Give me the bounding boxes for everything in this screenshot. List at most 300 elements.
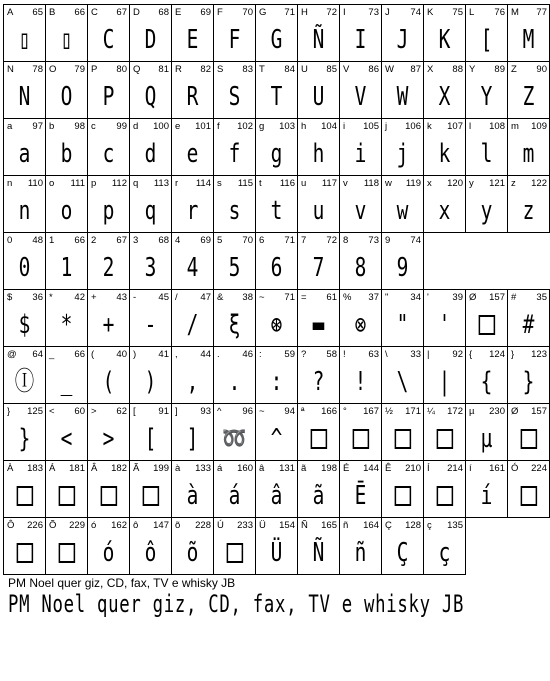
glyph-char: P (91, 64, 98, 75)
glyph-cell (466, 176, 508, 233)
glyph-preview: , (186, 367, 199, 397)
glyph-cell (214, 62, 256, 119)
glyph-char: ~ (259, 292, 265, 303)
glyph-char: M (511, 7, 519, 18)
glyph-char: Q (133, 64, 141, 75)
glyph-cell (130, 176, 172, 233)
glyph-code: 65 (32, 7, 43, 18)
glyph-cell (130, 119, 172, 176)
glyph-code: 44 (200, 349, 211, 360)
glyph-char: ? (301, 349, 307, 360)
glyph-header (466, 290, 507, 303)
glyph-preview: Y (480, 82, 493, 112)
glyph-header (88, 347, 129, 360)
glyph-code: 164 (363, 520, 379, 531)
glyph-char: Á (49, 463, 56, 474)
glyph-preview: 2 (102, 253, 115, 283)
glyph-code: 226 (27, 520, 43, 531)
empty-cell (466, 518, 508, 575)
glyph-header (172, 5, 213, 18)
glyph-cell (340, 5, 382, 62)
glyph-cell (340, 347, 382, 404)
glyph-preview: [ (480, 25, 493, 55)
glyph-header (214, 404, 255, 417)
glyph-header (130, 518, 171, 531)
glyph-cell (88, 347, 130, 404)
glyph-header (4, 176, 45, 189)
glyph-char: L (469, 7, 475, 18)
glyph-header (424, 404, 465, 417)
glyph-char: N (7, 64, 14, 75)
glyph-code: 47 (200, 292, 211, 303)
glyph-header (46, 62, 87, 75)
glyph-cell (256, 347, 298, 404)
glyph-header (172, 290, 213, 303)
glyph-code: 120 (447, 178, 463, 189)
glyph-header (88, 119, 129, 132)
glyph-header (340, 347, 381, 360)
glyph-cell (340, 233, 382, 290)
glyph-code: 133 (195, 463, 211, 474)
glyph-header (88, 176, 129, 189)
glyph-code: 77 (536, 7, 547, 18)
glyph-char: 5 (217, 235, 223, 246)
glyph-code: 38 (242, 292, 253, 303)
glyph-code: 58 (326, 349, 337, 360)
glyph-row (4, 119, 550, 176)
glyph-cell (172, 5, 214, 62)
glyph-cell (424, 5, 466, 62)
glyph-header (340, 518, 381, 531)
glyph-preview: + (102, 310, 115, 340)
empty-cell (508, 233, 550, 290)
glyph-cell (214, 233, 256, 290)
missing-glyph-box (226, 543, 243, 563)
glyph-row (4, 62, 550, 119)
glyph-cell (466, 404, 508, 461)
glyph-code: 99 (116, 121, 127, 132)
sample-label: PM Noel quer giz, CD, fax, TV e whisky JB (8, 576, 236, 590)
glyph-header (46, 404, 87, 417)
glyph-preview: q (144, 196, 157, 226)
glyph-preview: * (60, 310, 73, 340)
sample-text: PM Noel quer giz, CD, fax, TV e whisky JB (8, 590, 465, 618)
glyph-code: 35 (536, 292, 547, 303)
glyph-preview: 5 (228, 253, 241, 283)
glyph-char: ½ (385, 406, 393, 417)
glyph-preview: ▬ (312, 310, 325, 340)
glyph-header (382, 5, 423, 18)
glyph-cell (214, 518, 256, 575)
glyph-header (4, 404, 45, 417)
glyph-cell (88, 461, 130, 518)
glyph-char: O (49, 64, 57, 75)
glyph-header (46, 5, 87, 18)
glyph-preview: i (354, 139, 367, 169)
glyph-cell (130, 518, 172, 575)
glyph-preview: x (438, 196, 451, 226)
glyph-cell (340, 176, 382, 233)
glyph-cell (424, 518, 466, 575)
glyph-preview: â (270, 481, 283, 511)
glyph-code: 229 (69, 520, 85, 531)
glyph-code: 135 (447, 520, 463, 531)
glyph-preview: g (270, 139, 283, 169)
glyph-row (4, 404, 550, 461)
glyph-cell (298, 290, 340, 347)
glyph-header (130, 119, 171, 132)
glyph-cell (172, 290, 214, 347)
glyph-code: 167 (363, 406, 379, 417)
glyph-header (424, 62, 465, 75)
glyph-preview: M (522, 25, 535, 55)
glyph-cell (88, 233, 130, 290)
glyph-cell (382, 62, 424, 119)
glyph-header (298, 176, 339, 189)
glyph-code: 79 (74, 64, 85, 75)
glyph-header (130, 62, 171, 75)
glyph-code: 76 (494, 7, 505, 18)
glyph-header (340, 233, 381, 246)
glyph-code: 233 (237, 520, 253, 531)
glyph-header (508, 347, 549, 360)
glyph-char: É (343, 463, 350, 474)
glyph-cell (298, 62, 340, 119)
glyph-code: 100 (153, 121, 169, 132)
glyph-code: 37 (368, 292, 379, 303)
glyph-char: 0 (7, 235, 13, 246)
glyph-preview: ó (102, 538, 115, 568)
glyph-header (298, 404, 339, 417)
glyph-code: 147 (153, 520, 169, 531)
glyph-header (298, 233, 339, 246)
glyph-cell (508, 119, 550, 176)
glyph-char: . (217, 349, 220, 360)
missing-glyph-box (16, 543, 33, 563)
glyph-code: 67 (116, 235, 127, 246)
glyph-code: 72 (326, 235, 337, 246)
glyph-preview: 8 (354, 253, 367, 283)
glyph-preview: W (396, 82, 409, 112)
glyph-preview: ' (438, 310, 451, 340)
glyph-code: 104 (321, 121, 337, 132)
glyph-header (88, 5, 129, 18)
glyph-preview: ] (186, 424, 199, 454)
glyph-cell (382, 518, 424, 575)
glyph-cell (340, 290, 382, 347)
glyph-char: Ø (469, 292, 477, 303)
glyph-char: Â (91, 463, 98, 474)
glyph-char: y (469, 178, 474, 189)
glyph-cell (172, 119, 214, 176)
glyph-preview: R (186, 82, 199, 112)
glyph-code: 60 (74, 406, 85, 417)
glyph-char: ô (133, 520, 139, 531)
glyph-preview: ô (144, 538, 157, 568)
glyph-code: 107 (447, 121, 463, 132)
glyph-cell (88, 518, 130, 575)
glyph-code: 92 (452, 349, 463, 360)
glyph-header (4, 119, 45, 132)
glyph-code: 109 (531, 121, 547, 132)
glyph-char: s (217, 178, 222, 189)
glyph-preview (429, 476, 460, 516)
glyph-preview: 7 (312, 253, 325, 283)
glyph-char: á (217, 463, 223, 474)
glyph-cell (88, 290, 130, 347)
glyph-header (466, 461, 507, 474)
glyph-preview: m (522, 139, 535, 169)
glyph-header (214, 518, 255, 531)
glyph-code: 62 (116, 406, 127, 417)
glyph-header (382, 461, 423, 474)
glyph-row (4, 347, 550, 404)
glyph-header (298, 119, 339, 132)
glyph-char: ^ (217, 406, 222, 417)
glyph-cell (508, 347, 550, 404)
glyph-header (88, 461, 129, 474)
glyph-cell (130, 5, 172, 62)
glyph-preview: v (354, 196, 367, 226)
glyph-cell (214, 119, 256, 176)
glyph-char: r (175, 178, 179, 189)
glyph-cell (508, 5, 550, 62)
glyph-preview: 6 (270, 253, 283, 283)
glyph-preview: Ē (354, 481, 367, 511)
glyph-cell (298, 5, 340, 62)
glyph-preview: | (438, 367, 451, 397)
glyph-char: % (343, 292, 352, 303)
glyph-preview: h (312, 139, 325, 169)
glyph-cell (214, 404, 256, 461)
glyph-code: 162 (111, 520, 127, 531)
glyph-code: 172 (447, 406, 463, 417)
glyph-char: # (511, 292, 517, 303)
glyph-header (130, 176, 171, 189)
glyph-header (508, 404, 549, 417)
glyph-char: Ñ (301, 520, 308, 531)
glyph-header (88, 233, 129, 246)
glyph-char: b (49, 121, 55, 132)
glyph-preview (303, 419, 334, 459)
empty-cell (508, 518, 550, 575)
glyph-preview: } (18, 424, 31, 454)
glyph-preview: $ (18, 310, 31, 340)
glyph-code: 108 (489, 121, 505, 132)
glyph-code: 98 (74, 121, 85, 132)
glyph-char: S (217, 64, 224, 75)
glyph-code: 228 (195, 520, 211, 531)
glyph-header (466, 62, 507, 75)
glyph-char: | (427, 349, 430, 360)
glyph-header (508, 119, 549, 132)
glyph-char: g (259, 121, 265, 132)
glyph-char: i (343, 121, 346, 132)
glyph-header (466, 347, 507, 360)
glyph-header (172, 518, 213, 531)
glyph-cell (4, 518, 46, 575)
glyph-header (256, 347, 297, 360)
glyph-preview: z (522, 196, 535, 226)
glyph-preview: 0 (18, 253, 31, 283)
glyph-char: $ (7, 292, 13, 303)
glyph-code: 70 (242, 235, 253, 246)
glyph-preview: 1 (60, 253, 73, 283)
glyph-preview (51, 533, 82, 573)
glyph-preview (51, 476, 82, 516)
glyph-header (4, 62, 45, 75)
glyph-preview: < (60, 424, 73, 454)
glyph-header (508, 290, 549, 303)
glyph-code: 80 (116, 64, 127, 75)
glyph-char: Ø (511, 406, 519, 417)
glyph-cell (508, 404, 550, 461)
glyph-preview: ç (438, 538, 451, 568)
glyph-cell (172, 233, 214, 290)
glyph-code: 71 (284, 7, 295, 18)
glyph-preview: P (102, 82, 115, 112)
glyph-code: 94 (284, 406, 295, 417)
glyph-preview: . (228, 367, 241, 397)
glyph-code: 224 (531, 463, 547, 474)
glyph-preview (429, 419, 460, 459)
glyph-char: R (175, 64, 182, 75)
glyph-char: ° (343, 406, 347, 417)
glyph-preview: 4 (186, 253, 199, 283)
glyph-cell (382, 404, 424, 461)
glyph-char: x (427, 178, 432, 189)
glyph-code: 214 (447, 463, 463, 474)
glyph-char: < (49, 406, 55, 417)
glyph-preview: [ (144, 424, 157, 454)
glyph-cell (424, 62, 466, 119)
glyph-row (4, 518, 550, 575)
glyph-char: Ç (385, 520, 392, 531)
glyph-cell (298, 461, 340, 518)
glyph-header (46, 518, 87, 531)
glyph-code: 89 (494, 64, 505, 75)
glyph-cell (256, 119, 298, 176)
glyph-header (172, 461, 213, 474)
missing-glyph-box (58, 543, 75, 563)
glyph-char: õ (175, 520, 181, 531)
glyph-header (382, 176, 423, 189)
glyph-header (424, 119, 465, 132)
glyph-cell (382, 347, 424, 404)
glyph-preview: Z (522, 82, 535, 112)
glyph-char: ç (427, 520, 432, 531)
glyph-char: 7 (301, 235, 307, 246)
glyph-preview: e (186, 139, 199, 169)
glyph-code: 154 (279, 520, 295, 531)
glyph-preview: n (18, 196, 31, 226)
glyph-char: f (217, 121, 220, 132)
glyph-header (214, 233, 255, 246)
glyph-header (172, 176, 213, 189)
glyph-preview: U (312, 82, 325, 112)
empty-cell (466, 233, 508, 290)
glyph-header (382, 233, 423, 246)
glyph-cell (172, 518, 214, 575)
glyph-cell (466, 62, 508, 119)
glyph-char: 6 (259, 235, 265, 246)
glyph-char: ] (175, 406, 178, 417)
glyph-cell (88, 404, 130, 461)
glyph-cell (214, 290, 256, 347)
glyph-code: 210 (405, 463, 421, 474)
glyph-code: 103 (279, 121, 295, 132)
glyph-preview: w (396, 196, 409, 226)
glyph-cell (298, 176, 340, 233)
glyph-row (4, 461, 550, 518)
glyph-cell (466, 347, 508, 404)
glyph-code: 63 (368, 349, 379, 360)
glyph-header (424, 347, 465, 360)
glyph-preview: ⊗ (354, 310, 367, 340)
glyph-preview: Q (144, 82, 157, 112)
glyph-code: 66 (74, 7, 85, 18)
glyph-cell (382, 290, 424, 347)
glyph-code: 71 (284, 235, 295, 246)
glyph-cell (130, 461, 172, 518)
glyph-cell (424, 461, 466, 518)
glyph-cell (4, 461, 46, 518)
missing-glyph-box (394, 429, 411, 449)
glyph-char: k (427, 121, 432, 132)
glyph-char: K (427, 7, 434, 18)
glyph-code: 73 (368, 235, 379, 246)
glyph-header (88, 404, 129, 417)
glyph-header (46, 290, 87, 303)
glyph-preview: ) (144, 367, 157, 397)
glyph-header (382, 347, 423, 360)
glyph-char: 4 (175, 235, 181, 246)
glyph-header (214, 62, 255, 75)
glyph-code: 105 (363, 121, 379, 132)
glyph-preview: ( (102, 367, 115, 397)
glyph-char: + (91, 292, 97, 303)
glyph-char: c (91, 121, 96, 132)
glyph-header (340, 404, 381, 417)
glyph-cell (88, 5, 130, 62)
glyph-code: 68 (158, 7, 169, 18)
glyph-header (256, 518, 297, 531)
glyph-cell (214, 5, 256, 62)
glyph-header (340, 290, 381, 303)
glyph-preview: T (270, 82, 283, 112)
glyph-char: D (133, 7, 140, 18)
glyph-preview: s (228, 196, 241, 226)
glyph-cell (46, 233, 88, 290)
missing-glyph-box (436, 429, 453, 449)
glyph-header (508, 461, 549, 474)
glyph-code: 74 (410, 7, 421, 18)
glyph-code: 91 (158, 406, 169, 417)
glyph-header (382, 518, 423, 531)
glyph-cell (172, 62, 214, 119)
glyph-char: Õ (49, 520, 57, 531)
glyph-code: 116 (279, 178, 295, 189)
glyph-preview: l (480, 139, 493, 169)
glyph-code: 90 (536, 64, 547, 75)
glyph-code: 128 (405, 520, 421, 531)
glyph-char: B (49, 7, 56, 18)
glyph-char: 3 (133, 235, 139, 246)
glyph-cell (256, 233, 298, 290)
glyph-char: a (7, 121, 13, 132)
glyph-header (340, 5, 381, 18)
glyph-char: W (385, 64, 394, 75)
